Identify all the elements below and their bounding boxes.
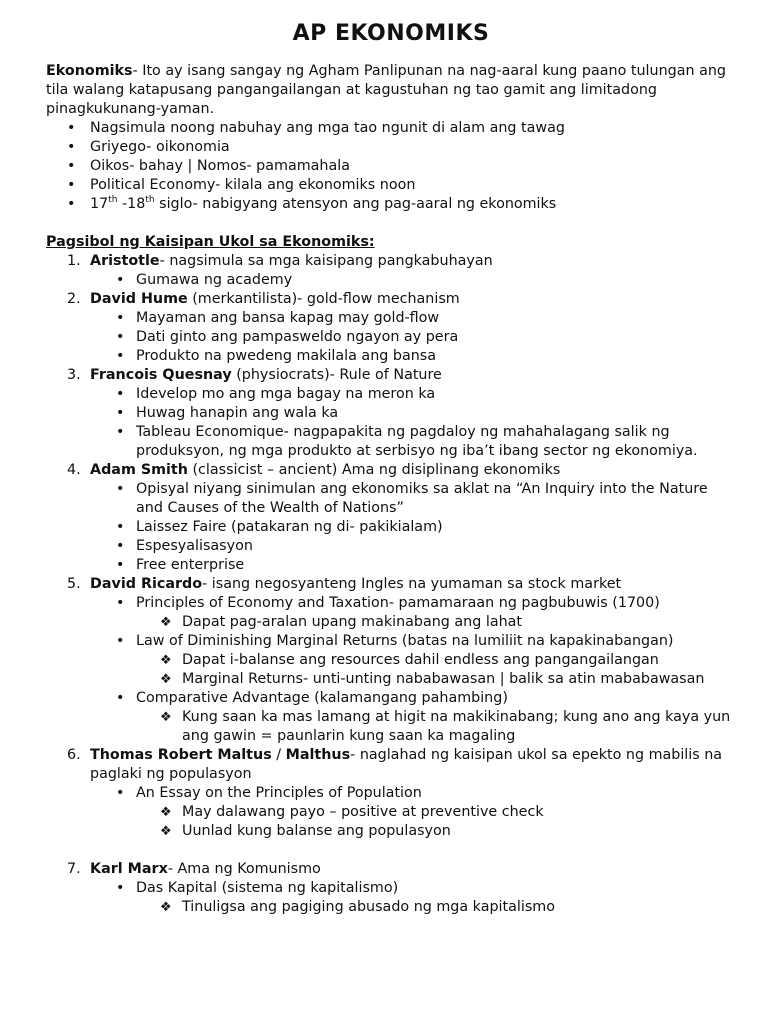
point-text: Produkto na pwedeng makilala ang bansa bbox=[136, 348, 436, 364]
sub-point-list bbox=[136, 803, 736, 841]
sub-point-text: Uunlad kung balanse ang populasyon bbox=[182, 823, 451, 839]
intro-bullet-century: • 17th -18th siglo- nabigyang atensyon ang pag-aaral ng ekonomiks bbox=[46, 195, 736, 214]
list-number: 4. bbox=[67, 462, 81, 478]
thinker-name: Francois Quesnay bbox=[90, 367, 232, 383]
sub-point-item bbox=[136, 898, 736, 917]
intro-bullet: • Oikos- bahay | Nomos- pamamahala bbox=[46, 157, 736, 176]
point-text: Comparative Advantage (kalamangang pahambing) bbox=[136, 690, 508, 706]
thinker-item bbox=[46, 366, 736, 461]
thinker-description: (physiocrats)- Rule of Nature bbox=[231, 367, 442, 383]
point-item bbox=[90, 556, 736, 575]
sub-point-list bbox=[136, 613, 736, 632]
point-text: Principles of Economy and Taxation- pamamaraan ng pagbubuwis (1700) bbox=[136, 595, 660, 611]
thinker-name: David Ricardo bbox=[90, 576, 203, 592]
point-item bbox=[90, 328, 736, 347]
sub-point-item bbox=[136, 613, 736, 632]
thinker-name: Aristotle bbox=[90, 253, 160, 269]
thinker-points bbox=[90, 879, 736, 917]
list-number: 2. bbox=[67, 291, 81, 307]
diamond-bullet-icon: ❖ bbox=[160, 824, 172, 839]
point-text: Opisyal niyang sinimulan ang ekonomiks sa aklat na “An Inquiry into the Nature and Causes of the Wealth of Nations” bbox=[136, 481, 708, 516]
thinker-name: David Hume bbox=[90, 291, 188, 307]
thinker-points bbox=[90, 271, 736, 290]
sub-point-item bbox=[136, 651, 736, 670]
list-number: 3. bbox=[67, 367, 81, 383]
diamond-bullet-icon: ❖ bbox=[160, 672, 172, 687]
intro-term: Ekonomiks bbox=[46, 63, 133, 79]
thinker-name: Thomas Robert Maltus bbox=[90, 747, 272, 763]
point-item bbox=[90, 423, 736, 461]
sub-point-item bbox=[136, 803, 736, 822]
point-text: Espesyalisasyon bbox=[136, 538, 253, 554]
sub-point-list bbox=[136, 708, 736, 746]
point-text: Laissez Faire (patakaran ng di- pakikialam) bbox=[136, 519, 443, 535]
thinker-item bbox=[46, 290, 736, 366]
point-item bbox=[90, 537, 736, 556]
diamond-bullet-icon: ❖ bbox=[160, 653, 172, 668]
intro-paragraph bbox=[46, 62, 736, 119]
thinker-name: Adam Smith bbox=[90, 462, 188, 478]
list-number: 7. bbox=[67, 861, 81, 877]
intro-bullet-list bbox=[46, 119, 736, 214]
thinker-description: (classicist – ancient) Ama ng disiplinang ekonomiks bbox=[187, 462, 561, 478]
document-page bbox=[46, 18, 736, 917]
sub-point-text: Kung saan ka mas lamang at higit na makikinabang; kung ano ang kaya yun ang gawin = paunlarin kung saan ka magaling bbox=[182, 709, 731, 744]
point-item bbox=[90, 518, 736, 537]
sub-point-text: May dalawang payo – positive at preventive check bbox=[182, 804, 544, 820]
point-text: Dati ginto ang pampasweldo ngayon ay pera bbox=[136, 329, 459, 345]
sub-point-item bbox=[136, 708, 736, 746]
point-item bbox=[90, 404, 736, 423]
sub-point-text: Dapat pag-aralan upang makinabang ang lahat bbox=[182, 614, 523, 630]
point-item bbox=[90, 271, 736, 290]
list-number: 1. bbox=[67, 253, 81, 269]
spacer bbox=[46, 841, 736, 860]
spacer bbox=[46, 214, 736, 233]
intro-definition: - Ito ay isang sangay ng Agham Panlipunan na nag-aaral kung paano tulungan ang tila walang katapusang pangangailangan at kagustuhan ng tao gamit ang limitadong pinagkukunang-yaman. bbox=[46, 63, 726, 117]
list-number: 5. bbox=[67, 576, 81, 592]
thinker-points bbox=[90, 480, 736, 575]
thinker-item bbox=[46, 575, 736, 746]
point-text: Das Kapital (sistema ng kapitalismo) bbox=[136, 880, 399, 896]
point-item bbox=[90, 309, 736, 328]
intro-bullet: • Nagsimula noong nabuhay ang mga tao ngunit di alam ang tawag bbox=[46, 119, 736, 138]
intro-bullet: • Political Economy- kilala ang ekonomiks noon bbox=[46, 176, 736, 195]
list-number: 6. bbox=[67, 747, 81, 763]
point-text: Tableau Economique- nagpapakita ng pagdaloy ng mahahalagang salik ng produksyon, ng mga produkto at serbisyo ng iba’t ibang sector ng ekonomiya. bbox=[136, 424, 698, 459]
thinkers-list bbox=[46, 252, 736, 917]
sub-point-text: Dapat i-balanse ang resources dahil endless ang pangangailangan bbox=[182, 652, 659, 668]
diamond-bullet-icon: ❖ bbox=[160, 710, 172, 725]
point-item bbox=[90, 594, 736, 632]
thinker-points bbox=[90, 594, 736, 746]
point-item bbox=[90, 784, 736, 841]
thinker-points bbox=[90, 309, 736, 366]
thinker-description: - nagsimula sa mga kaisipang pangkabuhayan bbox=[159, 253, 493, 269]
thinker-description: - isang negosyanteng Ingles na yumaman sa stock market bbox=[202, 576, 622, 592]
thinker-name: Karl Marx bbox=[90, 861, 168, 877]
point-text: Free enterprise bbox=[136, 557, 245, 573]
thinker-description: - naglahad ng kaisipan ukol sa epekto ng mabilis na paglaki ng populasyon bbox=[90, 747, 723, 782]
name-separator: / bbox=[271, 747, 286, 763]
thinker-item bbox=[46, 252, 736, 290]
diamond-bullet-icon: ❖ bbox=[160, 900, 172, 915]
thinker-description: - Ama ng Komunismo bbox=[167, 861, 321, 877]
thinker-item bbox=[46, 860, 736, 917]
point-item bbox=[90, 689, 736, 746]
document-title: AP EKONOMIKS bbox=[292, 21, 490, 46]
point-item bbox=[90, 632, 736, 689]
sub-point-list bbox=[136, 898, 736, 917]
point-item bbox=[90, 480, 736, 518]
point-text: Idevelop mo ang mga bagay na meron ka bbox=[136, 386, 436, 402]
point-item bbox=[90, 347, 736, 366]
point-text: Mayaman ang bansa kapag may gold-flow bbox=[136, 310, 440, 326]
sub-point-item bbox=[136, 670, 736, 689]
thinker-item bbox=[46, 746, 736, 841]
sub-point-list bbox=[136, 651, 736, 689]
point-text: An Essay on the Principles of Population bbox=[136, 785, 422, 801]
point-text: Law of Diminishing Marginal Returns (batas na lumiliit na kapakinabangan) bbox=[136, 633, 674, 649]
diamond-bullet-icon: ❖ bbox=[160, 615, 172, 630]
sub-point-text: Marginal Returns- unti-unting nababawasan | balik sa atin mababawasan bbox=[182, 671, 705, 687]
diamond-bullet-icon: ❖ bbox=[160, 805, 172, 820]
sub-point-text: Tinuligsa ang pagiging abusado ng mga kapitalismo bbox=[182, 899, 555, 915]
thinker-item bbox=[46, 461, 736, 575]
thinker-points bbox=[90, 385, 736, 461]
thinker-name-alt: Malthus bbox=[285, 747, 351, 763]
point-item bbox=[90, 385, 736, 404]
point-item bbox=[90, 879, 736, 917]
point-text: Gumawa ng academy bbox=[136, 272, 293, 288]
sub-point-item bbox=[136, 822, 736, 841]
intro-bullet: • Griyego- oikonomia bbox=[46, 138, 736, 157]
point-text: Huwag hanapin ang wala ka bbox=[136, 405, 339, 421]
section-heading: Pagsibol ng Kaisipan Ukol sa Ekonomiks: bbox=[46, 234, 375, 250]
thinker-points bbox=[90, 784, 736, 841]
thinker-description: (merkantilista)- gold-flow mechanism bbox=[187, 291, 460, 307]
